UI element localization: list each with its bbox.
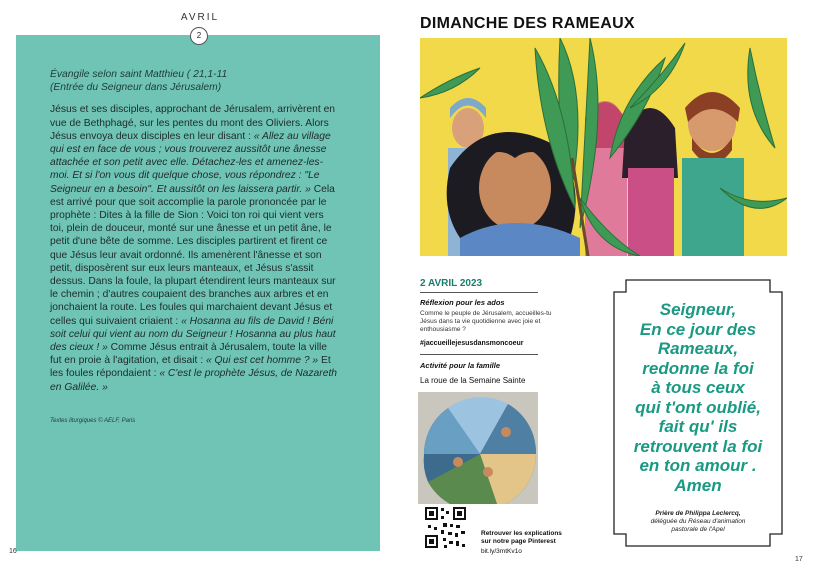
page-title: DIMANCHE DES RAMEAUX xyxy=(420,15,635,32)
gospel-text-part: Cela est arrivé pour que soit accomplie la parole prononcée par le prophète : Dites à la fille de Sion : Voici ton roi qui vient vers toi, plein de douceur, monté sur une ânesse et un petit âne, le petit d'une bête de somme. Les disciples partirent et firent ce que Jésus leur avait ordonné. Ils amenèrent l'ânesse et son petit, disposèrent sur eux leurs manteaux, et Jésus s'assit dessus. Dans la foule, la plupart étendirent leurs manteaux sur le chemin ; d'autres coupaient des branches aux arbres et en jonchaient la route. Les foules qui marchaient devant Jésus et celles qui suivaient criaient : xyxy=(50,183,336,327)
hashtag: #jaccueillejesusdansmoncoeur xyxy=(420,340,524,347)
page-number-right: 17 xyxy=(795,556,803,563)
palm-sunday-illustration xyxy=(420,38,787,256)
activity-subtitle: La roue de la Semaine Sainte xyxy=(420,376,526,385)
pinterest-text-line2: sur notre page Pinterest xyxy=(481,538,556,545)
divider xyxy=(420,354,538,355)
pinterest-text xyxy=(481,530,562,546)
prayer-credit-line3: pastorale de l'Apel xyxy=(671,526,725,533)
prayer-line: fait qu' ils xyxy=(658,417,738,436)
prayer-line: qui t'ont oublié, xyxy=(635,397,761,417)
liturgical-credits: Textes liturgiques © AELF, Paris xyxy=(50,418,136,424)
divider xyxy=(420,292,538,293)
gospel-text-block xyxy=(50,68,340,394)
gospel-quote: « Qui est cet homme ? » xyxy=(205,355,319,367)
day-marker: 2 xyxy=(190,27,208,45)
qr-code[interactable] xyxy=(423,505,468,550)
month-label: AVRIL xyxy=(180,12,220,23)
gospel-title-line2: (Entrée du Seigneur dans Jérusalem) xyxy=(50,82,222,94)
prayer-credit-line1: Prière de Philippa Leclercq, xyxy=(655,510,741,517)
reflection-heading: Réflexion pour les ados xyxy=(420,298,505,307)
date-heading: 2 AVRIL 2023 xyxy=(420,278,483,289)
gospel-title-line1: Évangile selon saint Matthieu ( 21,1-11 xyxy=(50,69,228,80)
activity-wheel-photo xyxy=(418,392,538,504)
prayer-line: En ce jour des xyxy=(639,319,757,339)
prayer-line: retrouvent la foi xyxy=(633,436,763,456)
gospel-text-part: Et les foules répondaient : xyxy=(50,355,331,380)
prayer-line: redonne la foi xyxy=(642,358,754,378)
gospel-text-part: Jésus et ses disciples, approchant de Jérusalem, arrivèrent en vue de Bethphagé, sur les pentes du mont des Oliviers. Alors Jésus envoya deux disciples en leur disant : xyxy=(50,104,336,142)
activity-heading: Activité pour la famille xyxy=(420,361,501,370)
prayer-credit xyxy=(612,510,784,534)
prayer-line: Amen xyxy=(674,475,722,495)
reflection-text: Comme le peuple de Jérusalem, accueilles-tu Jésus dans ta vie quotidienne avec joie et enthousiasme ? xyxy=(420,310,552,333)
gospel-quote: « Hosanna au fils de David ! Béni soit celui qui vient au nom du Seigneur ! Hosanna au plus haut des cieux ! » xyxy=(50,315,336,354)
prayer-line: Rameaux, xyxy=(657,339,739,358)
gospel-quote: « C'est le prophète Jésus, de Nazareth en Galilée. » xyxy=(50,368,338,393)
prayer-line: Seigneur, xyxy=(659,300,737,319)
gospel-title xyxy=(50,68,340,94)
gospel-paragraph xyxy=(50,103,340,393)
prayer-line: à tous ceux xyxy=(651,378,745,397)
pinterest-text-line1: Retrouver les explications xyxy=(481,530,562,537)
prayer-credit-line2: déléguée du Réseau d'animation xyxy=(650,518,746,525)
gospel-text-part: Comme Jésus entrait à Jérusalem, toute la ville fut en proie à l'agitation, et disait : xyxy=(50,342,327,367)
pinterest-link[interactable]: bit.ly/3mtKv1o xyxy=(481,548,522,555)
gospel-quote: « Allez au village qui est en face de vous ; vous trouverez aussitôt une ânesse attachée et son petit avec elle. Détachez-les et amenez-les-moi. Et si l'on vous dit quelque chose, vous répondrez : "Le Seigneur en a besoin". Et aussitôt on les laissera partir. » xyxy=(50,130,331,195)
prayer-credit-author xyxy=(612,510,784,518)
page-number-left: 16 xyxy=(9,548,17,555)
prayer-text xyxy=(612,300,784,495)
prayer-line: en ton amour . xyxy=(639,456,757,475)
